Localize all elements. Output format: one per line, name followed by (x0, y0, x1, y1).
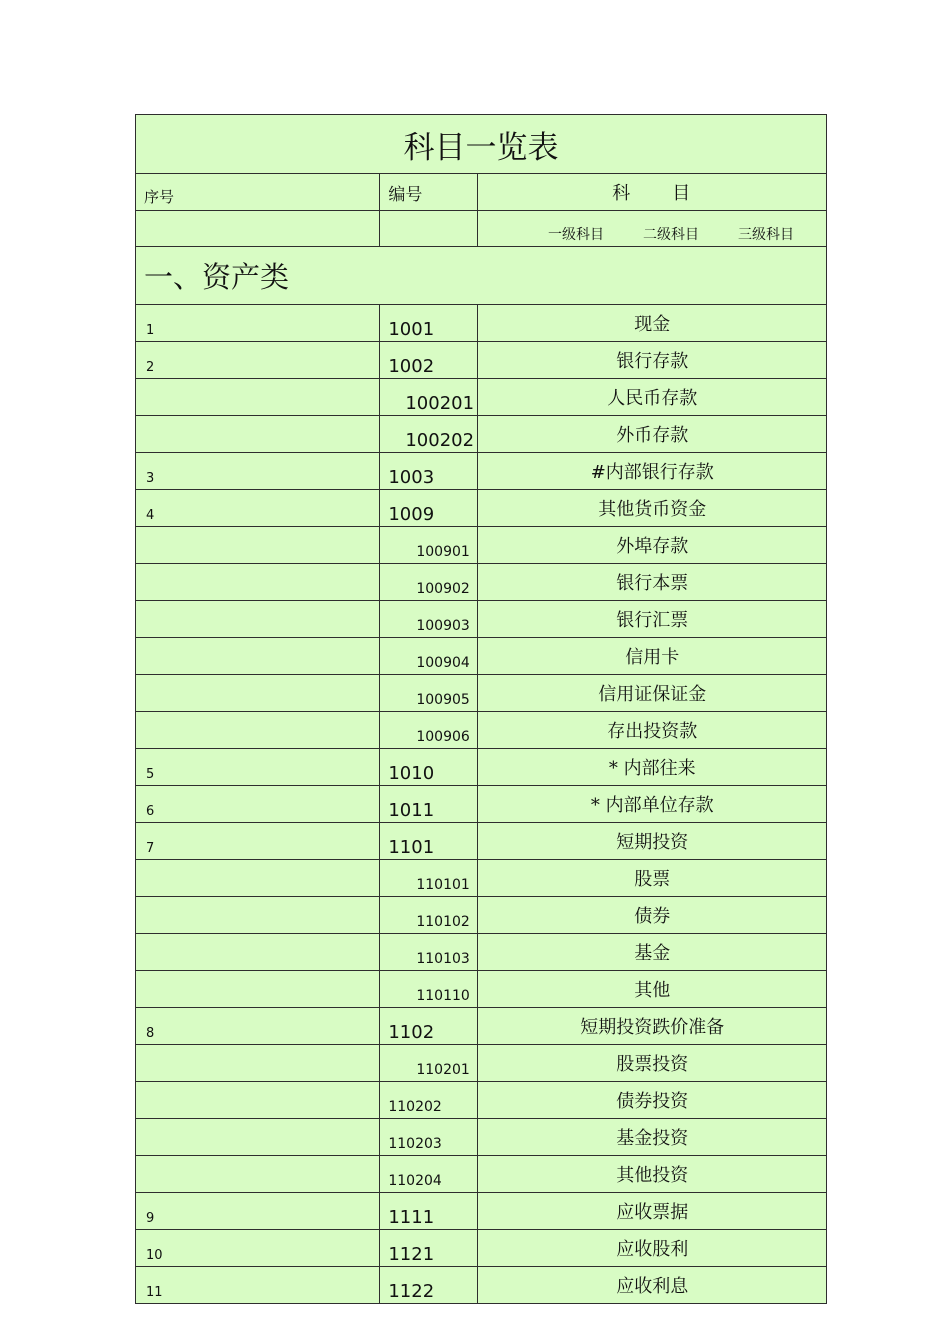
subject-cell: 股票 (478, 860, 827, 897)
code-cell: 100903 (380, 601, 478, 638)
table-row (136, 1230, 827, 1267)
code-cell: 1011 (380, 786, 478, 823)
level3-header: 三级科目 (737, 227, 794, 243)
table-row (136, 749, 827, 786)
subject-cell: 其他货币资金 (478, 490, 827, 527)
code-cell: 1121 (380, 1230, 478, 1267)
code-cell: 100905 (380, 675, 478, 712)
subject-cell: 应收股利 (478, 1230, 827, 1267)
seq-cell (136, 601, 380, 638)
subject-cell: 股票投资 (478, 1045, 827, 1082)
title-row (136, 115, 827, 174)
seq-cell (136, 416, 380, 453)
table-row (136, 823, 827, 860)
seq-cell (136, 675, 380, 712)
seq-cell: 9 (136, 1193, 380, 1230)
table-row (136, 453, 827, 490)
account-table (135, 114, 827, 1304)
subject-cell: 信用卡 (478, 638, 827, 675)
seq-cell: 5 (136, 749, 380, 786)
code-cell: 110110 (380, 971, 478, 1008)
subject-header: 科 目 (478, 174, 827, 211)
table-row (136, 1082, 827, 1119)
subject-cell: * 内部单位存款 (478, 786, 827, 823)
seq-cell (136, 897, 380, 934)
level1-header: 一级科目 (547, 227, 604, 243)
seq-cell: 4 (136, 490, 380, 527)
subject-cell: 其他 (478, 971, 827, 1008)
table-row (136, 1008, 827, 1045)
section-title: 一、资产类 (136, 247, 827, 305)
seq-cell: 7 (136, 823, 380, 860)
seq-cell (136, 1156, 380, 1193)
subject-cell: * 内部往来 (478, 749, 827, 786)
subject-cell: 信用证保证金 (478, 675, 827, 712)
seq-cell: 8 (136, 1008, 380, 1045)
code-cell: 110202 (380, 1082, 478, 1119)
seq-cell: 2 (136, 342, 380, 379)
code-cell: 110103 (380, 934, 478, 971)
seq-cell (136, 1082, 380, 1119)
seq-cell (136, 934, 380, 971)
table-row (136, 860, 827, 897)
seq-cell (136, 379, 380, 416)
table-row (136, 638, 827, 675)
subject-cell: 现金 (478, 305, 827, 342)
seq-cell: 10 (136, 1230, 380, 1267)
table-row (136, 1119, 827, 1156)
level-headers (478, 211, 827, 247)
code-cell: 110204 (380, 1156, 478, 1193)
seq-cell: 3 (136, 453, 380, 490)
seq-cell: 6 (136, 786, 380, 823)
table-row (136, 1156, 827, 1193)
subject-cell: 银行本票 (478, 564, 827, 601)
header-row (136, 174, 827, 211)
subject-cell: 基金投资 (478, 1119, 827, 1156)
seq-cell (136, 527, 380, 564)
table-row (136, 416, 827, 453)
table-row (136, 564, 827, 601)
account-list-sheet (135, 114, 827, 1304)
table-row (136, 527, 827, 564)
table-row (136, 897, 827, 934)
subject-cell: 其他投资 (478, 1156, 827, 1193)
empty-cell (136, 211, 380, 247)
table-row (136, 786, 827, 823)
table-row (136, 379, 827, 416)
code-cell: 100904 (380, 638, 478, 675)
table-row (136, 1045, 827, 1082)
subject-cell: 外币存款 (478, 416, 827, 453)
seq-header: 序号 (136, 174, 380, 211)
table-row (136, 342, 827, 379)
code-cell: 100202 (380, 416, 478, 453)
subject-cell: 银行存款 (478, 342, 827, 379)
subject-cell: 债券投资 (478, 1082, 827, 1119)
level-header-row (136, 211, 827, 247)
table-row (136, 1193, 827, 1230)
table-row (136, 712, 827, 749)
code-cell: 110102 (380, 897, 478, 934)
subject-cell: 应收票据 (478, 1193, 827, 1230)
code-cell: 100906 (380, 712, 478, 749)
seq-cell (136, 564, 380, 601)
code-cell: 1102 (380, 1008, 478, 1045)
subject-cell: #内部银行存款 (478, 453, 827, 490)
code-cell: 110203 (380, 1119, 478, 1156)
code-cell: 100902 (380, 564, 478, 601)
seq-cell (136, 1045, 380, 1082)
subject-cell: 短期投资跌价准备 (478, 1008, 827, 1045)
table-row (136, 971, 827, 1008)
code-cell: 1101 (380, 823, 478, 860)
seq-cell (136, 971, 380, 1008)
subject-cell: 人民币存款 (478, 379, 827, 416)
seq-cell (136, 1119, 380, 1156)
seq-cell (136, 860, 380, 897)
table-row (136, 675, 827, 712)
seq-cell (136, 638, 380, 675)
subject-cell: 短期投资 (478, 823, 827, 860)
seq-cell (136, 712, 380, 749)
subject-cell: 应收利息 (478, 1267, 827, 1304)
code-cell: 1111 (380, 1193, 478, 1230)
code-cell: 110201 (380, 1045, 478, 1082)
subject-cell: 外埠存款 (478, 527, 827, 564)
table-title: 科目一览表 (136, 115, 827, 174)
table-row (136, 305, 827, 342)
seq-cell: 1 (136, 305, 380, 342)
table-row (136, 601, 827, 638)
subject-cell: 银行汇票 (478, 601, 827, 638)
code-cell: 1122 (380, 1267, 478, 1304)
code-header: 编号 (380, 174, 478, 211)
table-row (136, 934, 827, 971)
code-cell: 100901 (380, 527, 478, 564)
subject-cell: 基金 (478, 934, 827, 971)
subject-cell: 存出投资款 (478, 712, 827, 749)
code-cell: 110101 (380, 860, 478, 897)
subject-cell: 债券 (478, 897, 827, 934)
level2-header: 二级科目 (642, 227, 699, 243)
code-cell: 1010 (380, 749, 478, 786)
code-cell: 1001 (380, 305, 478, 342)
section-row (136, 247, 827, 305)
code-cell: 1003 (380, 453, 478, 490)
seq-cell: 11 (136, 1267, 380, 1304)
code-cell: 1009 (380, 490, 478, 527)
code-cell: 1002 (380, 342, 478, 379)
code-cell: 100201 (380, 379, 478, 416)
table-row (136, 1267, 827, 1304)
empty-cell (380, 211, 478, 247)
table-row (136, 490, 827, 527)
